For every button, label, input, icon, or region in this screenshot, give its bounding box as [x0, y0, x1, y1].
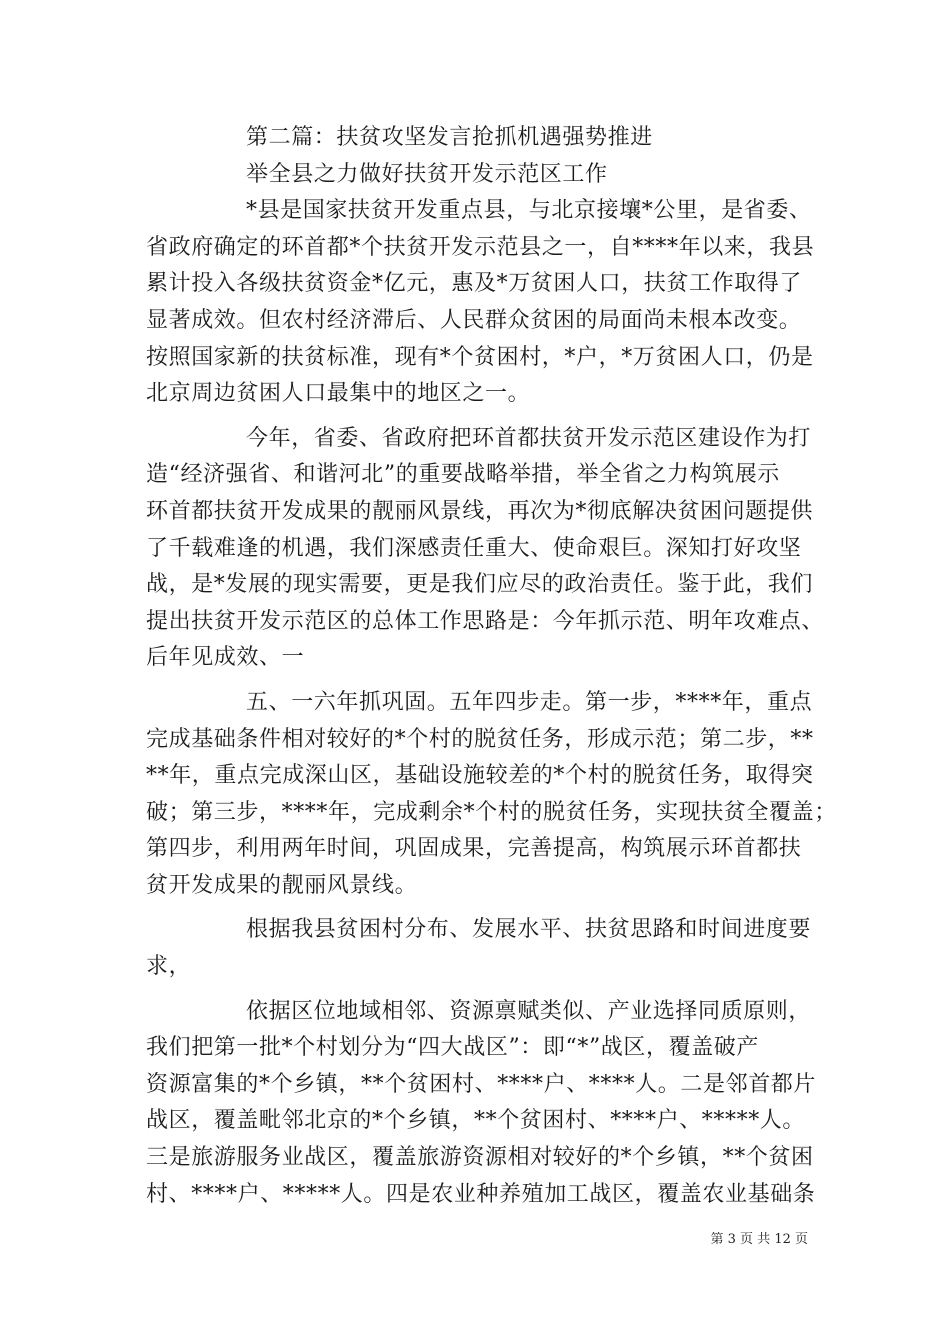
text-line: 造“经济强省、和谐河北”的重要战略举措，举全省之力构筑展示: [146, 462, 780, 488]
text-line: 五、一六年抓巩固。五年四步走。第一步，****年，重点: [246, 689, 813, 715]
text-line: 了千载难逢的机遇，我们深感责任重大、使命艰巨。深知打好攻坚: [146, 535, 802, 561]
paragraph-4: [146, 912, 826, 985]
text-line: 按照国家新的扶贫标准，现有*个贫困村，*户，*万贫困人口，仍是: [146, 344, 814, 370]
text-line: 后年见成效、一: [146, 645, 305, 671]
text-line: 战区，覆盖毗邻北京的*个乡镇，**个贫困村、****户、*****人。: [146, 1108, 806, 1134]
page-number-footer: 第 3 页 共 12 页: [710, 1232, 808, 1247]
text-line: 战，是*发展的现实需要，更是我们应尽的政治责任。鉴于此，我们: [146, 572, 814, 598]
text-line: 求，: [146, 954, 192, 980]
paragraph-gap: [146, 413, 826, 421]
text-line: 第四步，利用两年时间，巩固成果，完善提高，构筑展示环首都扶: [146, 836, 802, 862]
text-line: *县是国家扶贫开发重点县，与北京接壤*公里，是省委、: [246, 198, 812, 224]
text-line: 破；第三步，****年，完成剩余*个村的脱贫任务，实现扶贫全覆盖；: [146, 799, 837, 825]
text-line: 省政府确定的环首都*个扶贫开发示范县之一，自****年以来，我县: [146, 234, 815, 260]
text-line: 环首都扶贫开发成果的靓丽风景线，再次为*彻底解决贫困问题提供: [146, 498, 814, 524]
title-line-1: 第二篇：扶贫攻坚发言抢抓机遇强势推进: [246, 125, 653, 150]
text-line: 我们把第一批*个村划分为“四大战区”：即“*”战区，覆盖破产: [146, 1035, 759, 1061]
text-line: 显著成效。但农村经济滞后、人民群众贫困的局面尚未根本改变。: [146, 307, 802, 333]
paragraph-gap: [146, 904, 826, 912]
text-line: 依据区位地域相邻、资源禀赋类似、产业选择同质原则，: [246, 998, 812, 1024]
title-line-2: 举全县之力做好扶贫开发示范区工作: [246, 161, 608, 187]
text-line: 村、****户、*****人。四是农业种养殖加工战区，覆盖农业基础条: [146, 1181, 816, 1207]
text-line: 完成基础条件相对较好的*个村的脱贫任务，形成示范；第二步，**: [146, 726, 814, 752]
paragraph-gap: [146, 986, 826, 994]
text-line: 资源富集的*个乡镇，**个贫困村、****户、****人。二是邻首都片: [146, 1071, 817, 1097]
paragraph-2: [146, 421, 826, 677]
paragraph-gap: [146, 677, 826, 685]
text-line: 贫开发成果的靓丽风景线。: [146, 872, 418, 898]
paragraph-3: [146, 685, 837, 905]
document-body: [146, 120, 837, 1213]
text-line: 今年，省委、省政府把环首都扶贫开发示范区建设作为打: [246, 425, 812, 451]
text-line: 提出扶贫开发示范区的总体工作思路是：今年抓示范、明年攻难点、: [146, 608, 825, 634]
paragraph-5: [146, 994, 826, 1214]
text-line: 累计投入各级扶贫资金*亿元，惠及*万贫困人口，扶贫工作取得了: [146, 271, 803, 297]
text-line: 根据我县贫困村分布、发展水平、扶贫思路和时间进度要: [246, 917, 812, 943]
text-line: **年，重点完成深山区，基础设施较差的*个村的脱贫任务，取得突: [146, 763, 814, 789]
text-line: 北京周边贫困人口最集中的地区之一。: [146, 381, 531, 407]
paragraph-1: [146, 193, 826, 413]
text-line: 三是旅游服务业战区，覆盖旅游资源相对较好的*个乡镇，**个贫困: [146, 1145, 814, 1171]
